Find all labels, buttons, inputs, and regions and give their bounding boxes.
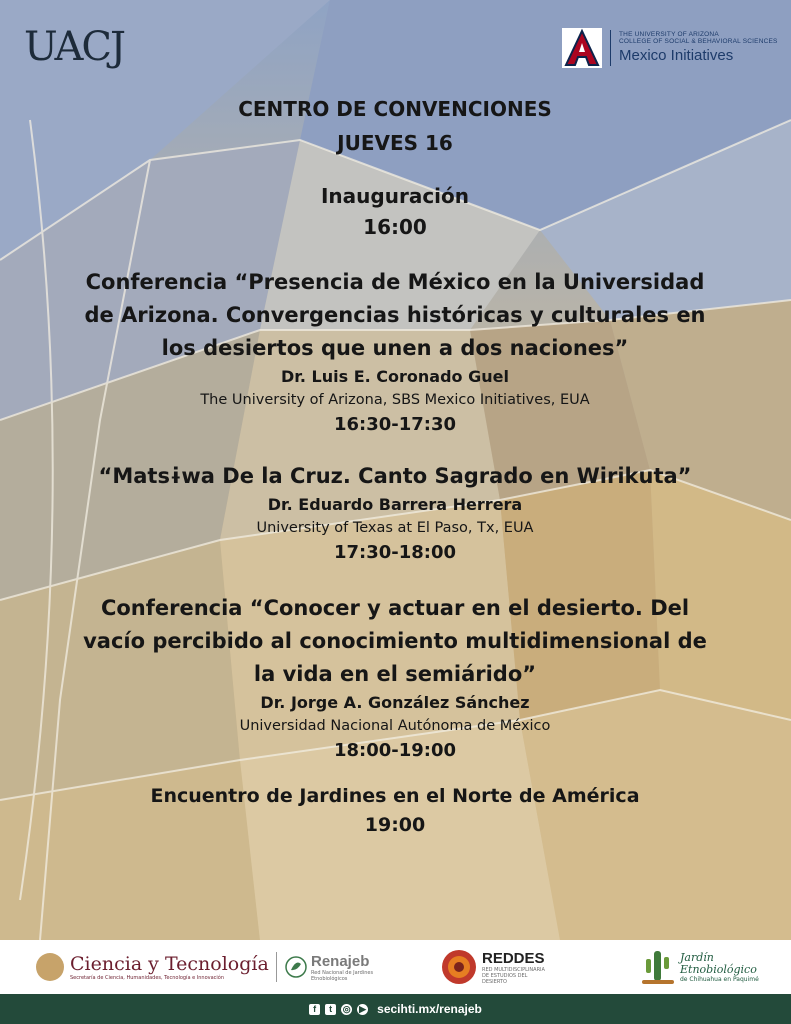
uacj-logo: UACJ [24,24,125,70]
talk-2-affiliation: University of Texas at El Paso, Tx, EUA [256,520,534,536]
logo-divider [610,30,611,66]
talk-3-title-line-3: la vida en el semiárido” [253,662,537,686]
day: JUEVES 16 [337,131,453,155]
talk-1-title-line-3: los desiertos que unen a dos naciones” [161,336,629,360]
cyt-subtitle: Secretaría de Ciencia, Humanidades, Tecnología e Innovación [70,975,225,981]
footer-logos [0,940,791,994]
cyt-title: Ciencia y Tecnología [70,953,269,975]
talk-2-time: 17:30-18:00 [333,542,457,563]
program-header [80,92,710,160]
talk-1 [80,266,710,438]
talk-2 [80,460,710,566]
talk-1-speaker: Dr. Luis E. Coronado Guel [281,367,509,386]
closing-block [80,782,710,840]
renajeb-sub-1: Red Nacional de Jardines [311,969,374,976]
talk-1-time: 16:30-17:30 [333,414,457,435]
talk-3-time: 18:00-19:00 [333,740,457,761]
opening-title: Inauguración [320,184,470,208]
ciencia-tecnologia-logo [36,946,269,988]
venue: CENTRO DE CONVENCIONES [238,97,552,121]
renajeb-logo [268,946,373,988]
reddes-sun-icon [440,948,478,986]
cactus-icon [640,947,676,987]
renajeb-title: Renajeb [311,952,370,970]
talk-1-title-line-1: Conferencia “Presencia de México en la Universidad [85,270,705,294]
jardin-etnobiologico-logo [640,946,759,988]
renajeb-sub-2: Etnobiológicos [311,975,348,982]
website-link[interactable]: secihti.mx/renajeb [377,1002,482,1016]
reddes-sub-1: RED MULTIDISCIPLINARIA [482,966,545,973]
reddes-logo [440,946,545,988]
ua-line-3: Mexico Initiatives [619,47,734,65]
coat-of-arms-icon [36,953,64,981]
ua-line-2: COLLEGE OF SOCIAL & BEHAVIORAL SCIENCES [619,37,778,45]
talk-1-affiliation: The University of Arizona, SBS Mexico Initiatives, EUA [200,392,590,408]
instagram-icon[interactable]: ◎ [342,1003,351,1014]
opening-time: 16:00 [363,215,427,239]
twitter-icon[interactable]: t [325,1004,336,1015]
talk-2-title: “Matsɨwa De la Cruz. Canto Sagrado en Wirikuta” [98,464,692,488]
reddes-title: REDDES [482,949,545,967]
footer-divider [276,952,277,982]
jardin-sub: de Chihuahua en Paquimé [680,975,759,983]
facebook-icon[interactable]: f [309,1004,320,1015]
talk-3 [80,592,710,764]
arizona-a-icon [562,28,602,68]
talk-3-affiliation: Universidad Nacional Autónoma de México [239,718,551,734]
reddes-sub-3: DESIERTO [482,978,507,985]
youtube-icon[interactable]: ▶ [357,1004,368,1015]
talk-3-title-line-1: Conferencia “Conocer y actuar en el desierto. Del [100,596,690,620]
jardin-line-1: Jardín [680,950,714,964]
renajeb-leaf-icon [285,956,307,978]
closing-title: Encuentro de Jardines en el Norte de América [150,785,640,807]
opening-block [80,181,710,243]
talk-2-speaker: Dr. Eduardo Barrera Herrera [267,495,523,514]
talk-1-title-line-2: de Arizona. Convergencias históricas y culturales en [84,303,706,327]
reddes-sub-2: DE ESTUDIOS DEL [482,972,528,979]
social-bar [0,994,791,1024]
jardin-line-2: Etnobiológico [680,962,757,976]
talk-3-speaker: Dr. Jorge A. González Sánchez [260,693,530,712]
closing-time: 19:00 [364,814,426,836]
university-of-arizona-logo [562,28,778,68]
ua-line-1: THE UNIVERSITY OF ARIZONA [619,30,719,38]
talk-3-title-line-2: vacío percibido al conocimiento multidimensional de [83,629,707,653]
